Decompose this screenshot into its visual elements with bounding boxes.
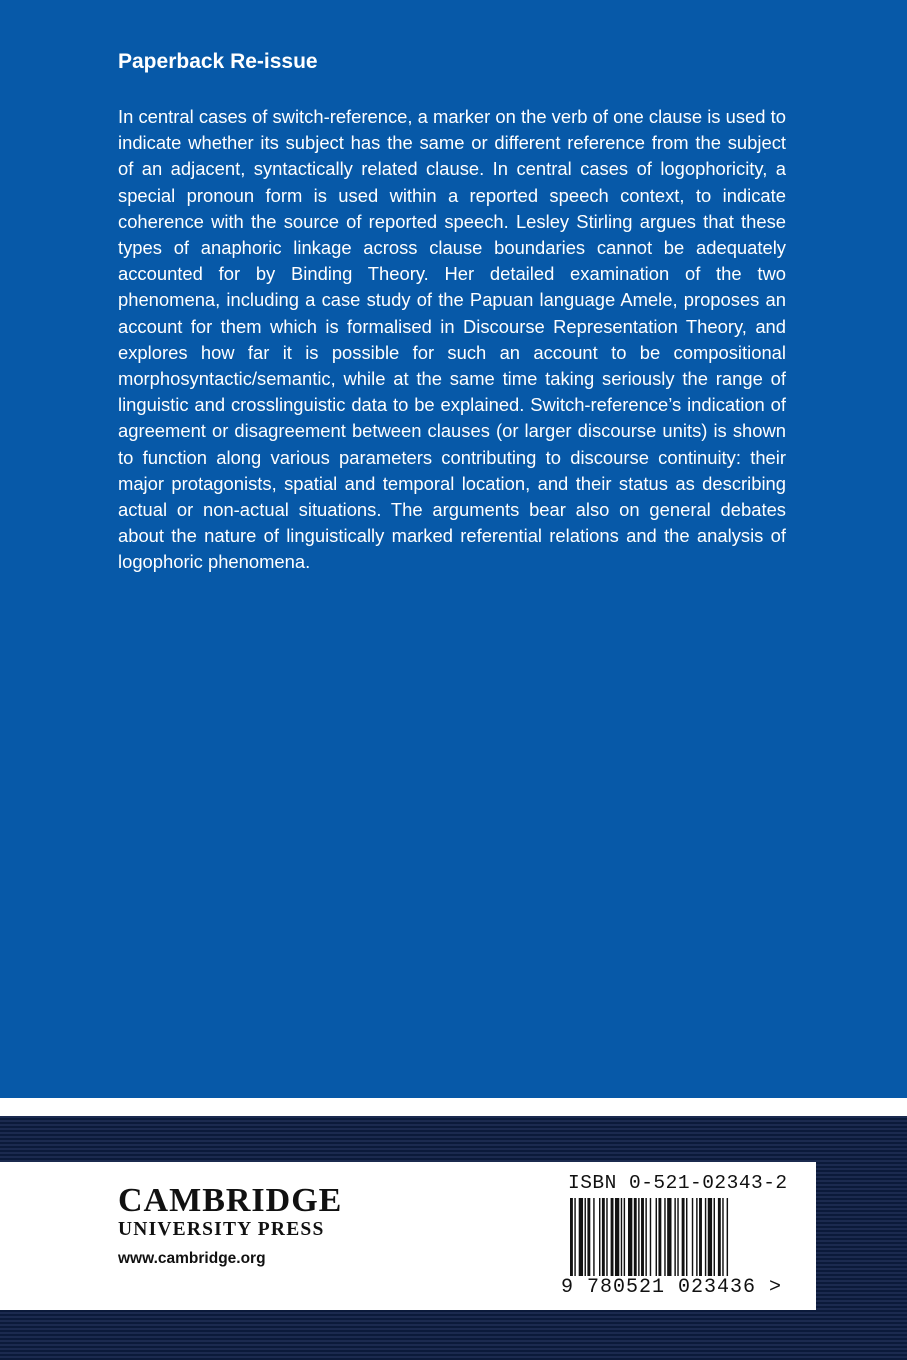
divider-band <box>0 1098 907 1116</box>
publisher-name: CAMBRIDGE <box>118 1182 343 1219</box>
isbn-label: ISBN 0-521-02343-2 <box>568 1172 788 1194</box>
book-description: In central cases of switch-reference, a marker on the verb of one clause is used to indicate whether its subject has the same or different reference from the subject of an adjacent, syntactically related clause. In central cases of logophoricity, a special pronoun form is used within a reported speech context, to indicate coherence with the source of reported speech. Lesley Stirling argues that these types of anaphoric linkage across clause boundaries cannot be adequately accounted for by Binding Theory. Her detailed examination of the two phenomena, including a case study of the Papuan language Amele, proposes an account for them which is formalised in Discourse Representation Theory, and explores how far it is possible for such an account to be compositional morphosyntactic/semantic, while at the same time taking seriously the range of linguistic and crosslinguistic data to be explained. Switch-reference’s indication of agreement or disagreement between clauses (or larger discourse units) is shown to function along various parameters contributing to discourse continuity: their major protagonists, spatial and temporal location, and their status as describing actual or non-actual situations. The arguments bear also on general debates about the nature of linguistically marked referential relations and the analysis of logophoric phenomena. <box>118 106 786 573</box>
barcode-digits: 9 780521 023436 > <box>561 1276 797 1299</box>
reissue-heading: Paperback Re-issue <box>118 50 318 73</box>
publisher-website: www.cambridge.org <box>118 1250 266 1267</box>
publisher-logo <box>118 1184 342 1268</box>
publisher-subtitle: UNIVERSITY PRESS <box>118 1219 325 1240</box>
